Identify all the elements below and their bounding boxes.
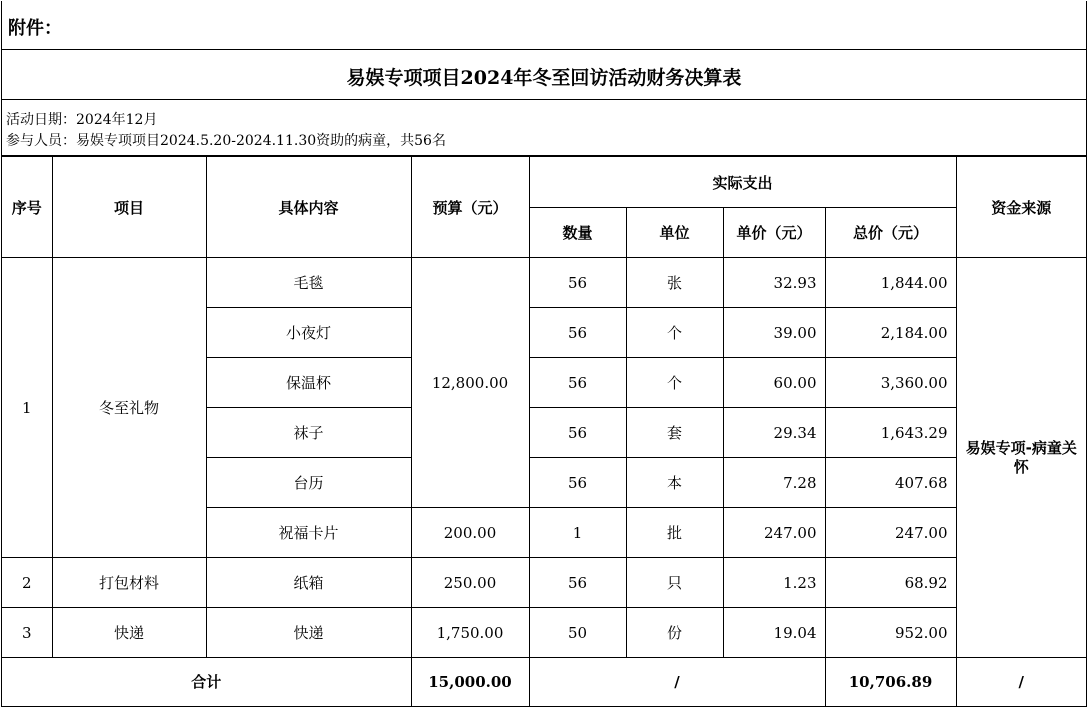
unit-cell: 个 (626, 308, 723, 358)
unit-cell: 份 (626, 608, 723, 658)
total-cell: 952.00 (825, 608, 956, 658)
unit-cell: 本 (626, 458, 723, 508)
unit-cell: 批 (626, 508, 723, 558)
content-cell: 袜子 (206, 408, 411, 458)
qty-cell: 56 (529, 408, 626, 458)
header-row-1 (2, 157, 1086, 208)
header-source: 资金来源 (956, 157, 1086, 258)
unit-cell: 张 (626, 258, 723, 308)
unit-cell: 套 (626, 408, 723, 458)
item-cell: 快递 (52, 608, 206, 658)
total-cell: 2,184.00 (825, 308, 956, 358)
qty-cell: 56 (529, 258, 626, 308)
qty-cell: 56 (529, 358, 626, 408)
participants: 参与人员：易娱专项项目2024.5.20-2024.11.30资助的病童，共56名 (6, 133, 446, 149)
summary-row (2, 658, 1086, 706)
header-unit: 单位 (626, 208, 723, 258)
spreadsheet (1, 1, 1087, 707)
header-budget: 预算（元） (411, 157, 529, 258)
budget-cell: 1,750.00 (411, 608, 529, 658)
table-row (2, 608, 1086, 658)
budget-cell: 250.00 (411, 558, 529, 608)
total-cell: 68.92 (825, 558, 956, 608)
qty-cell: 1 (529, 508, 626, 558)
table-row (2, 558, 1086, 608)
title-row (2, 50, 1086, 100)
budget-cell: 200.00 (411, 508, 529, 558)
attachment-label: 附件： (8, 18, 62, 39)
unit-price-cell: 1.23 (723, 558, 825, 608)
info-row (2, 100, 1086, 156)
header-qty: 数量 (529, 208, 626, 258)
budget-total: 15,000.00 (411, 658, 529, 706)
qty-cell: 56 (529, 558, 626, 608)
content-cell: 纸箱 (206, 558, 411, 608)
header-unit-price: 单价（元） (723, 208, 825, 258)
content-cell: 台历 (206, 458, 411, 508)
unit-price-cell: 32.93 (723, 258, 825, 308)
content-cell: 保温杯 (206, 358, 411, 408)
content-cell: 祝福卡片 (206, 508, 411, 558)
unit-price-cell: 7.28 (723, 458, 825, 508)
table-title: 易娱专项项目2024年冬至回访活动财务决算表 (346, 67, 742, 89)
fund-source-cell: 易娱专项-病童关怀 (956, 258, 1086, 658)
seq-cell: 3 (2, 608, 52, 658)
content-cell: 快递 (206, 608, 411, 658)
attachment-row (2, 1, 1086, 50)
actual-total: 10,706.89 (825, 658, 956, 706)
total-cell: 1,643.29 (825, 408, 956, 458)
total-cell: 407.68 (825, 458, 956, 508)
summary-label: 合计 (2, 658, 411, 706)
unit-price-cell: 60.00 (723, 358, 825, 408)
budget-table (2, 156, 1086, 706)
unit-cell: 个 (626, 358, 723, 408)
table-row (2, 258, 1086, 308)
total-cell: 1,844.00 (825, 258, 956, 308)
total-cell: 247.00 (825, 508, 956, 558)
summary-slash: / (529, 658, 825, 706)
unit-price-cell: 29.34 (723, 408, 825, 458)
header-seq: 序号 (2, 157, 52, 258)
unit-price-cell: 247.00 (723, 508, 825, 558)
content-cell: 毛毯 (206, 258, 411, 308)
qty-cell: 50 (529, 608, 626, 658)
budget-cell: 12,800.00 (411, 258, 529, 508)
unit-price-cell: 19.04 (723, 608, 825, 658)
qty-cell: 56 (529, 458, 626, 508)
unit-cell: 只 (626, 558, 723, 608)
header-actual: 实际支出 (529, 157, 956, 208)
item-cell: 冬至礼物 (52, 258, 206, 558)
header-content: 具体内容 (206, 157, 411, 258)
activity-date: 活动日期：2024年12月 (6, 112, 158, 128)
header-total-price: 总价（元） (825, 208, 956, 258)
unit-price-cell: 39.00 (723, 308, 825, 358)
source-slash: / (956, 658, 1086, 706)
item-cell: 打包材料 (52, 558, 206, 608)
content-cell: 小夜灯 (206, 308, 411, 358)
seq-cell: 2 (2, 558, 52, 608)
header-item: 项目 (52, 157, 206, 258)
qty-cell: 56 (529, 308, 626, 358)
seq-cell: 1 (2, 258, 52, 558)
total-cell: 3,360.00 (825, 358, 956, 408)
